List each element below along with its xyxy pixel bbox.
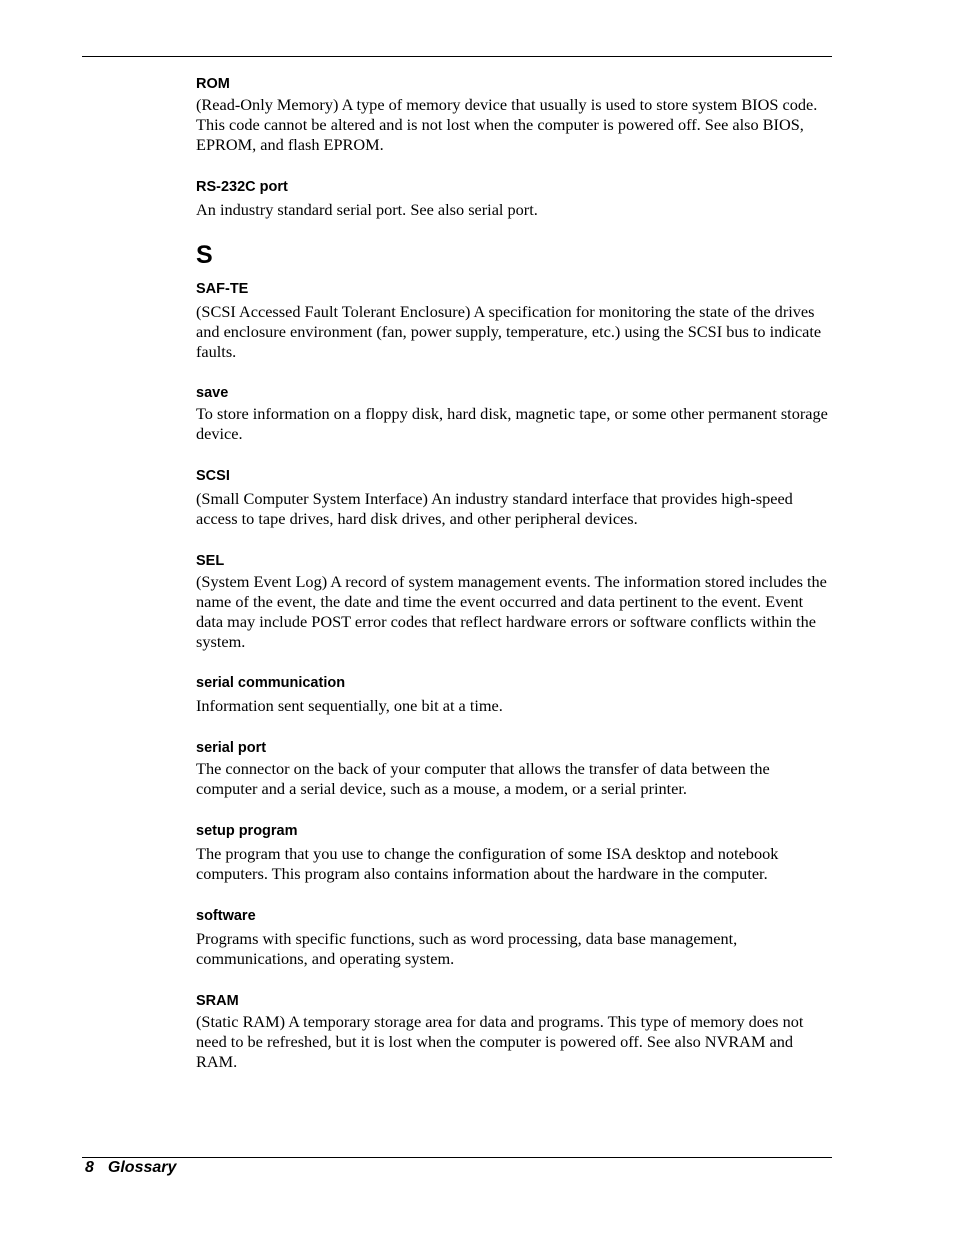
glossary-entry-serial-port xyxy=(196,738,832,799)
footer-rule xyxy=(82,1157,832,1158)
glossary-definition: (Read-Only Memory) A type of memory device that usually is used to store system BIOS code. This code cannot be altered and is not lost when the computer is powered off. See also BIOS, EPROM, and flash EPROM. xyxy=(196,95,818,154)
glossary-term: SRAM xyxy=(196,993,239,1009)
glossary-term: save xyxy=(196,385,229,401)
glossary-definition: To store information on a floppy disk, hard disk, magnetic tape, or some other permanent storage device. xyxy=(196,404,828,443)
glossary-term: software xyxy=(196,908,256,924)
glossary-entry-rs232c-port xyxy=(196,177,832,220)
glossary-definition: (System Event Log) A record of system management events. The information stored includes the name of the event, the date and time the event occurred and data pertinent to the event. Event data may include POST error codes that reflect hardware errors or software conflicts within the system. xyxy=(196,572,827,651)
glossary-definition: The program that you use to change the configuration of some ISA desktop and notebook computers. This program also contains information about the hardware in the computer. xyxy=(196,844,779,883)
glossary-term: serial port xyxy=(196,740,267,756)
glossary-definition: Information sent sequentially, one bit at a time. xyxy=(196,696,503,715)
glossary-definition: An industry standard serial port. See also serial port. xyxy=(196,200,538,219)
footer-section-title: Glossary xyxy=(107,1159,177,1176)
header-rule xyxy=(82,56,832,57)
glossary-definition: The connector on the back of your computer that allows the transfer of data between the computer and a serial device, such as a mouse, a modem, or a serial printer. xyxy=(196,759,770,798)
glossary-entry-scsi xyxy=(196,466,832,529)
glossary-definition: (Small Computer System Interface) An industry standard interface that provides high-speed access to tape drives, hard disk drives, and other peripheral devices. xyxy=(196,489,793,528)
glossary-entry-rom xyxy=(196,74,832,155)
glossary-definition: (Static RAM) A temporary storage area for data and programs. This type of memory does not need to be refreshed, but it is lost when the computer is powered off. See also NVRAM and RAM. xyxy=(196,1012,804,1071)
glossary-term: ROM xyxy=(196,76,230,92)
glossary-entry-sram xyxy=(196,991,832,1072)
glossary-entry-software xyxy=(196,906,832,969)
glossary-entry-save xyxy=(196,383,832,444)
page-footer xyxy=(85,1157,176,1179)
glossary-term: SCSI xyxy=(196,468,230,484)
glossary-term: setup program xyxy=(196,823,298,839)
glossary-definition: (SCSI Accessed Fault Tolerant Enclosure) A specification for monitoring the state of the drives and enclosure environment (fan, power supply, temperature, etc.) using the SCSI bus to indicate faults. xyxy=(196,302,822,361)
glossary-term: SEL xyxy=(196,553,225,569)
glossary-entry-saf-te xyxy=(196,279,832,362)
glossary-term: SAF-TE xyxy=(196,281,249,297)
glossary-content xyxy=(196,74,832,1072)
glossary-term: serial communication xyxy=(196,675,346,691)
glossary-definition: Programs with specific functions, such as word processing, data base management, communications, and operating system. xyxy=(196,929,738,968)
glossary-entry-sel xyxy=(196,551,832,652)
glossary-term: RS-232C port xyxy=(196,179,288,195)
glossary-entry-setup-program xyxy=(196,821,832,884)
glossary-entry-serial-communication xyxy=(196,673,832,716)
section-letter-heading: S xyxy=(196,241,213,269)
page-number: 8 xyxy=(85,1159,94,1176)
